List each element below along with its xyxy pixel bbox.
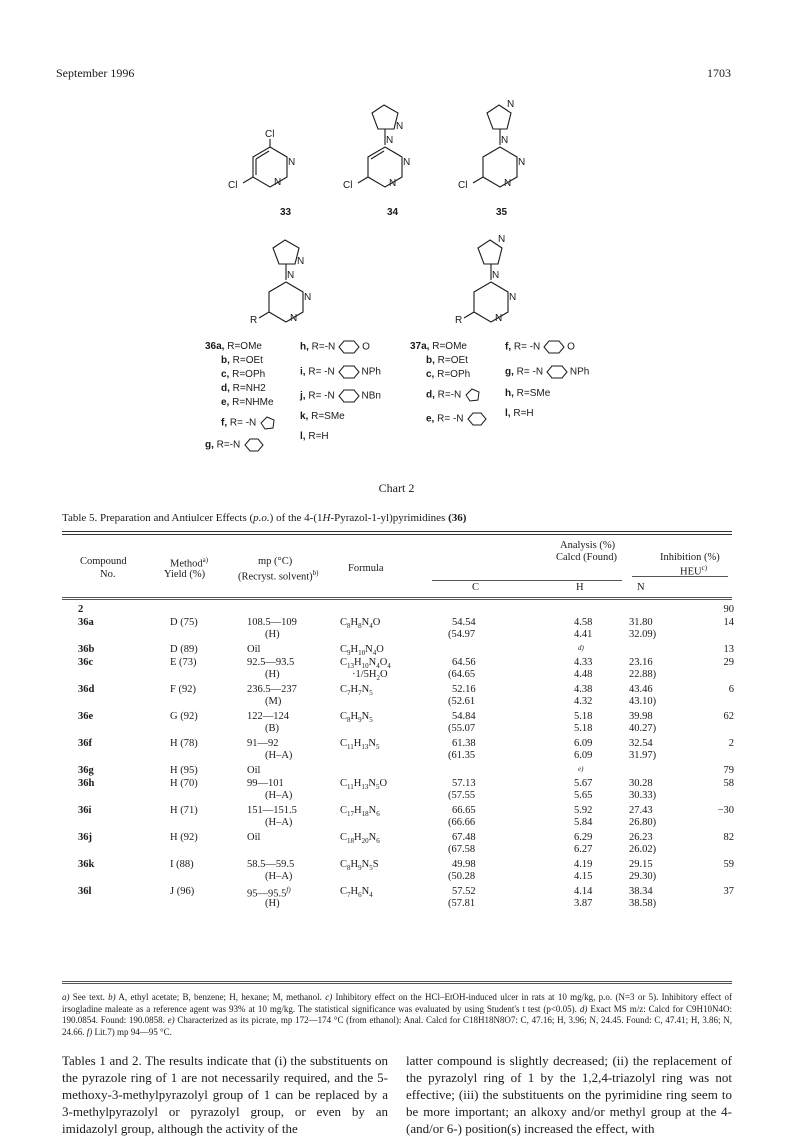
- substituent-list-36-left: 36a, R=OMe b, R=OEt c, R=OPh d, R=NH2 e, R=NHMe f, R= -N g, R=-N: [205, 340, 277, 453]
- n-atom: N: [495, 313, 503, 324]
- r-group: R: [250, 315, 258, 326]
- cell-mp2: (H–A): [265, 750, 293, 761]
- cell-h: 4.14: [574, 886, 593, 897]
- cell-c2: (67.58: [448, 844, 476, 855]
- running-header-date: September 1996: [56, 66, 135, 80]
- cell-no: 36l: [78, 886, 92, 897]
- compound-number-33: 33: [280, 207, 292, 218]
- compound-number-35: 35: [496, 207, 508, 218]
- cell-n: 32.54: [629, 738, 653, 749]
- cell-h: 5.67: [574, 778, 593, 789]
- cell-h: 4.19: [574, 859, 593, 870]
- cell-h2: 4.48: [574, 669, 593, 680]
- cell-mp: 122—124: [247, 711, 289, 722]
- cell-n: 23.16: [629, 657, 653, 668]
- cell-no: 36i: [78, 805, 92, 816]
- header-h: H: [576, 582, 584, 593]
- chart-label: Chart 2: [378, 481, 415, 495]
- n-atom: N: [507, 99, 515, 110]
- cell-method: I (88): [170, 859, 194, 870]
- cell-method: F (92): [170, 684, 196, 695]
- cell-formula: $C_8H_8N_4O$: [340, 617, 381, 631]
- body-text-left: Tables 1 and 2. The results indicate that (i) the substituents on the pyrazole ring of 1 are not necessarily required, and the 5-methoxy-3-methylpyrazolyl group of 1 can be replaced by a 3-methylpyrazolyl or pyrazolyl group, or even by an imidazolyl group, although the activity of the: [62, 1053, 388, 1136]
- cell-c2: (57.81: [448, 898, 476, 909]
- table-top-rule: [62, 531, 732, 532]
- cell-c: 66.65: [452, 805, 476, 816]
- substituent-list-37-right: f, R= -N O g, R= -N NPh h, R=SMe l, R=H: [505, 341, 590, 420]
- cell-inh: 37: [723, 886, 734, 897]
- cell-n: 38.34: [629, 886, 653, 897]
- cell-c2: (50.28: [448, 871, 476, 882]
- cell-method: H (71): [170, 805, 198, 816]
- cell-n2: 31.97): [629, 750, 657, 761]
- cell-formula: $C_8H_9N_5S$: [340, 859, 379, 873]
- cell-inh: 79: [723, 765, 734, 776]
- header-method: Method$^{a)}$: [170, 556, 209, 570]
- cell-mp: Oil: [247, 832, 261, 843]
- cell-n2: 26.80): [629, 817, 657, 828]
- cell-mp: 236.5—237: [247, 684, 297, 695]
- cell-h2: 5.18: [574, 723, 593, 734]
- cell-c: 57.13: [452, 778, 476, 789]
- header-inhibition: Inhibition (%): [660, 552, 720, 563]
- cell-h: 4.33: [574, 657, 593, 668]
- cell-h: 5.92: [574, 805, 593, 816]
- structure-33: [225, 125, 315, 210]
- cell-h: d): [578, 644, 584, 652]
- cell-n2: 30.33): [629, 790, 657, 801]
- pyrrolidine-ring-icon: [464, 388, 482, 402]
- structure-35: [455, 97, 545, 212]
- cell-h: 4.38: [574, 684, 593, 695]
- header-compound: Compound: [80, 556, 127, 567]
- cell-mp2: (H): [265, 629, 280, 640]
- cell-formula: $C_7H_6N_4$: [340, 886, 373, 900]
- cell-mp2: (H): [265, 898, 280, 909]
- n-atom: N: [274, 177, 282, 188]
- cl-atom: Cl: [228, 180, 238, 191]
- cell-c2: (54.97: [448, 629, 476, 640]
- cell-formula: $C_{11}H_{13}N_5$: [340, 738, 380, 752]
- cell-no: 36c: [78, 657, 94, 668]
- morpholine-ring-icon: [543, 340, 567, 354]
- n-atom: N: [501, 135, 509, 146]
- page-number: 1703: [707, 66, 731, 80]
- cell-formula2: $\cdot 1/5H_2O$: [352, 669, 388, 683]
- table-top-rule: [62, 534, 732, 535]
- cell-no: 2: [78, 604, 84, 615]
- n-atom: N: [396, 121, 404, 132]
- cell-mp: 95—95.5$^{f)}$: [247, 886, 291, 900]
- substituent-list-37-left: 37a, R=OMe b, R=OEt c, R=OPh d, R=-N e, R= -N: [410, 340, 488, 427]
- cell-mp2: (H–A): [265, 790, 293, 801]
- cell-n2: 29.30): [629, 871, 657, 882]
- cell-mp: 91—92: [247, 738, 279, 749]
- cell-c: 67.48: [452, 832, 476, 843]
- cell-mp: 92.5—93.5: [247, 657, 295, 668]
- piperazine-ring-icon: [546, 365, 570, 379]
- cell-c2: (66.66: [448, 817, 476, 828]
- cell-inh: 6: [728, 684, 734, 695]
- n-atom: N: [509, 292, 517, 303]
- cell-h: 4.58: [574, 617, 593, 628]
- cell-formula: $C_9H_{10}N_4O$: [340, 644, 384, 658]
- cell-mp2: (M): [265, 696, 282, 707]
- cell-inh: 90: [723, 604, 734, 615]
- cell-h: e): [578, 765, 584, 773]
- morpholine-ring-icon: [338, 340, 362, 354]
- cl-atom: Cl: [265, 129, 275, 140]
- cell-no: 36j: [78, 832, 92, 843]
- cell-n: 29.15: [629, 859, 653, 870]
- cell-inh: −30: [717, 805, 734, 816]
- body-text-right: latter compound is slightly decreased; (ii) the replacement of the pyrazolyl ring of 1 by the 1,2,4-triazolyl ring was not effective; (iii) the substituents on the pyrimidine ring seem to be more important; an alkoxy and/or methyl group at the 4- (and/or 6-) position(s) increased the effect, with: [406, 1053, 732, 1136]
- cell-c: 54.54: [452, 617, 476, 628]
- cell-h2: 5.65: [574, 790, 593, 801]
- cell-n: 31.80: [629, 617, 653, 628]
- structure-36-core: [245, 232, 335, 337]
- analysis-rule: [432, 580, 622, 581]
- cell-h: 6.09: [574, 738, 593, 749]
- header-n: N: [637, 582, 645, 593]
- cell-n2: 38.58): [629, 898, 657, 909]
- cell-h2: 4.32: [574, 696, 593, 707]
- cell-mp2: (H): [265, 669, 280, 680]
- cell-inh: 62: [723, 711, 734, 722]
- cell-method: H (78): [170, 738, 198, 749]
- cell-no: 36g: [78, 765, 94, 776]
- table-bottom-rule: [62, 983, 732, 984]
- cell-n: 39.98: [629, 711, 653, 722]
- cell-mp: 108.5—109: [247, 617, 297, 628]
- cell-c2: (52.61: [448, 696, 476, 707]
- cell-formula: $C_{17}H_{18}N_6$: [340, 805, 380, 819]
- cell-h2: 4.15: [574, 871, 593, 882]
- piperidine-ring-icon: [466, 411, 488, 427]
- header-recryst: (Recryst. solvent)$^{b)}$: [238, 569, 319, 583]
- cell-formula: $C_8H_9N_5$: [340, 711, 373, 725]
- cell-formula: $C_{13}H_{10}N_4O_4$: [340, 657, 391, 671]
- n-atom: N: [304, 292, 312, 303]
- cell-inh: 14: [723, 617, 734, 628]
- cell-no: 36a: [78, 617, 94, 628]
- cell-no: 36f: [78, 738, 92, 749]
- cell-c: 57.52: [452, 886, 476, 897]
- table-caption: Table 5. Preparation and Antiulcer Effects (p.o.) of the 4-(1H-Pyrazol-1-yl)pyrimidines (36): [62, 512, 467, 524]
- cell-no: 36h: [78, 778, 95, 789]
- cell-h2: 4.41: [574, 629, 593, 640]
- cell-no: 36e: [78, 711, 94, 722]
- cell-no: 36d: [78, 684, 95, 695]
- header-analysis: Analysis (%): [560, 540, 616, 551]
- header-no: No.: [100, 569, 116, 580]
- header-yield: Yield (%): [164, 569, 206, 580]
- piperazine-ring-icon: [338, 389, 362, 403]
- cell-c: 52.16: [452, 684, 476, 695]
- cell-c: 49.98: [452, 859, 476, 870]
- n-atom: N: [386, 135, 394, 146]
- cell-h2: 3.87: [574, 898, 593, 909]
- cell-formula: $C_{11}H_{13}N_5O$: [340, 778, 388, 792]
- n-atom: N: [492, 270, 500, 281]
- cell-n: 27.43: [629, 805, 653, 816]
- n-atom: N: [403, 157, 411, 168]
- header-bottom-rule: [62, 599, 732, 600]
- cell-h: 5.18: [574, 711, 593, 722]
- cl-atom: Cl: [458, 180, 468, 191]
- table-footnotes: a) See text. b) A, ethyl acetate; B, benzene; H, hexane; M, methanol. c) Inhibitory effect on the HCl–EtOH-induced ulcer in rats at 10 mg/kg, p.o. (N=3 or 5). Inhibitory effect of irsogladine maleate as a reference agent was 93% at 10 mg/kg. The statistical significance was evaluated by using Student's t test (p<0.05). d) Exact MS m/z: Calcd for C9H10N4O: 190.0854. Found: 190.0858. e) Characterized as its picrate, mp 172—174 °C (from ethanol): Anal. Calcd for C18H18N8O7: C, 47.16; H, 3.96; N, 24.45. Found: C, 47.41; H, 3.86; N, 24.66. f) Lit.7) mp 94—95 °C.: [62, 992, 733, 1037]
- cell-method: G (92): [170, 711, 198, 722]
- cell-mp: 99—101: [247, 778, 284, 789]
- cell-c2: (61.35: [448, 750, 476, 761]
- cell-inh: 82: [723, 832, 734, 843]
- cell-c2: (57.55: [448, 790, 476, 801]
- cell-n2: 26.02): [629, 844, 657, 855]
- cell-no: 36k: [78, 859, 95, 870]
- cell-inh: 13: [723, 644, 734, 655]
- cell-method: D (75): [170, 617, 198, 628]
- header-heu: HEU$^{c)}$: [680, 564, 708, 578]
- header-calcd: Calcd (Found): [556, 552, 617, 563]
- table-bottom-rule: [62, 981, 732, 982]
- cell-h2: 5.84: [574, 817, 593, 828]
- cell-method: H (92): [170, 832, 198, 843]
- pyrrolidine-ring-icon: [259, 416, 277, 430]
- cell-mp2: (H–A): [265, 871, 293, 882]
- piperidine-ring-icon: [243, 437, 265, 453]
- cell-inh: 58: [723, 778, 734, 789]
- cell-c: 61.38: [452, 738, 476, 749]
- header-bottom-rule: [62, 597, 732, 598]
- cell-c: 54.84: [452, 711, 476, 722]
- structure-34: [340, 97, 430, 212]
- cell-mp2: (B): [265, 723, 279, 734]
- cell-c2: (64.65: [448, 669, 476, 680]
- n-atom: N: [287, 270, 295, 281]
- cl-atom: Cl: [343, 180, 353, 191]
- cell-no: 36b: [78, 644, 95, 655]
- cell-method: H (95): [170, 765, 198, 776]
- cell-h: 6.29: [574, 832, 593, 843]
- cell-n2: 40.27): [629, 723, 657, 734]
- cell-c: 64.56: [452, 657, 476, 668]
- cell-inh: 59: [723, 859, 734, 870]
- header-c: C: [472, 582, 480, 593]
- cell-method: J (96): [170, 886, 195, 897]
- cell-h2: 6.27: [574, 844, 593, 855]
- cell-mp: 151—151.5: [247, 805, 297, 816]
- cell-mp: 58.5—59.5: [247, 859, 295, 870]
- cell-n2: 22.88): [629, 669, 657, 680]
- cell-formula: $C_{18}H_{20}N_6$: [340, 832, 380, 846]
- cell-method: H (70): [170, 778, 198, 789]
- cell-n2: 32.09): [629, 629, 657, 640]
- cell-mp: Oil: [247, 765, 261, 776]
- cell-c2: (55.07: [448, 723, 476, 734]
- header-mp: mp (°C): [258, 556, 293, 567]
- r-group: R: [455, 315, 463, 326]
- cell-n: 26.23: [629, 832, 653, 843]
- n-atom: N: [297, 256, 305, 267]
- n-atom: N: [290, 313, 298, 324]
- n-atom: N: [288, 157, 296, 168]
- n-atom: N: [504, 178, 512, 189]
- cell-method: E (73): [170, 657, 197, 668]
- n-atom: N: [389, 178, 397, 189]
- cell-n: 30.28: [629, 778, 653, 789]
- n-atom: N: [518, 157, 526, 168]
- n-atom: N: [498, 234, 506, 245]
- compound-number-34: 34: [387, 207, 399, 218]
- header-formula: Formula: [348, 563, 384, 574]
- piperazine-ring-icon: [338, 365, 362, 379]
- structure-37-core: [450, 232, 540, 337]
- cell-n: 43.46: [629, 684, 653, 695]
- cell-mp: Oil: [247, 644, 261, 655]
- cell-inh: 2: [728, 738, 734, 749]
- cell-mp2: (H–A): [265, 817, 293, 828]
- substituent-list-36-right: h, R=-N O i, R= -N NPh j, R= -N NBn k, R=SMe l, R=H: [300, 341, 381, 442]
- cell-method: D (89): [170, 644, 198, 655]
- cell-h2: 6.09: [574, 750, 593, 761]
- cell-inh: 29: [723, 657, 734, 668]
- cell-formula: $C_7H_7N_5$: [340, 684, 373, 698]
- cell-n2: 43.10): [629, 696, 657, 707]
